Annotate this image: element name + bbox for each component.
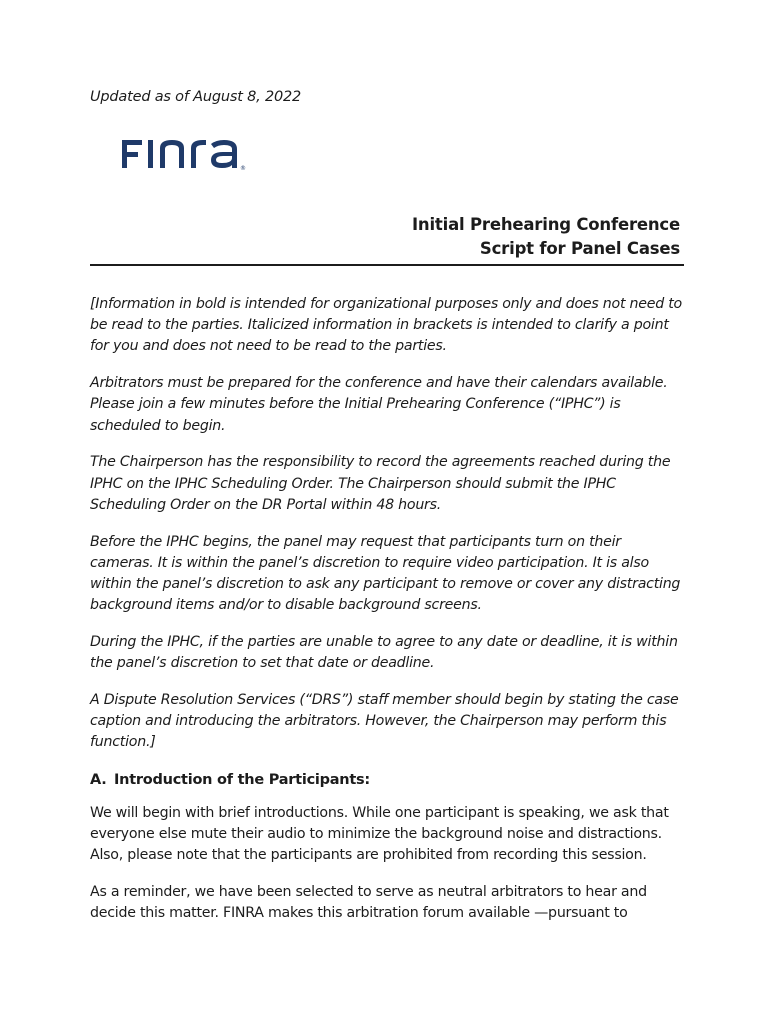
title-line-1: Initial Prehearing Conference <box>411 215 680 234</box>
intro-paragraph: The Chairperson has the responsibility to record the agreements reached during the IPHC on the IPHC Scheduling Order. The Chairperson should submit the IPHC Scheduling Order on the DR Portal within 48 hours. <box>90 454 671 513</box>
section-a-paragraph: We will begin with brief introductions. While one participant is speaking, we ask that everyone else mute their audio to minimize the background noise and distractions. Also, please note that the participants are prohibited from recording this session. <box>90 804 669 864</box>
intro-paragraph: Arbitrators must be prepared for the conference and have their calendars available. Please join a few minutes before the Initial Prehearing Conference (“IPHC”) is scheduled to begin. <box>90 375 668 434</box>
section-a-heading <box>90 770 684 791</box>
updated-date: Updated as of August 8, 2022 <box>90 89 302 105</box>
section-a-paragraph: As a reminder, we have been selected to serve as neutral arbitrators to hear and decide this matter. FINRA makes this arbitration forum available —pursuant to <box>90 884 647 922</box>
section-a-title: Introduction of the Participants: <box>114 771 370 788</box>
title-divider <box>90 264 684 266</box>
intro-paragraph: A Dispute Resolution Services (“DRS”) staff member should begin by stating the case caption and introducing the arbitrators. However, the Chairperson may perform this function.] <box>90 692 679 751</box>
document-body <box>90 294 684 940</box>
registered-mark: ® <box>240 165 246 172</box>
title-line-2: Script for Panel Cases <box>479 239 680 258</box>
document-title <box>412 213 680 261</box>
intro-paragraph: During the IPHC, if the parties are unable to agree to any date or deadline, it is within the panel’s discretion to set that date or deadline. <box>90 634 678 672</box>
intro-paragraph: Before the IPHC begins, the panel may request that participants turn on their cameras. It is within the panel’s discretion to require video participation. It is also within the panel’s discretion to ask any participant to remove or cover any distracting background items and/or to disable background screens. <box>90 533 681 614</box>
intro-paragraph: [Information in bold is intended for organizational purposes only and does not need to be read to the parties. Italicized information in brackets is intended to clarify a point for you and does not need to be read to the parties. <box>90 296 682 355</box>
section-a-letter: A. <box>90 771 107 788</box>
finra-logo <box>120 134 250 174</box>
